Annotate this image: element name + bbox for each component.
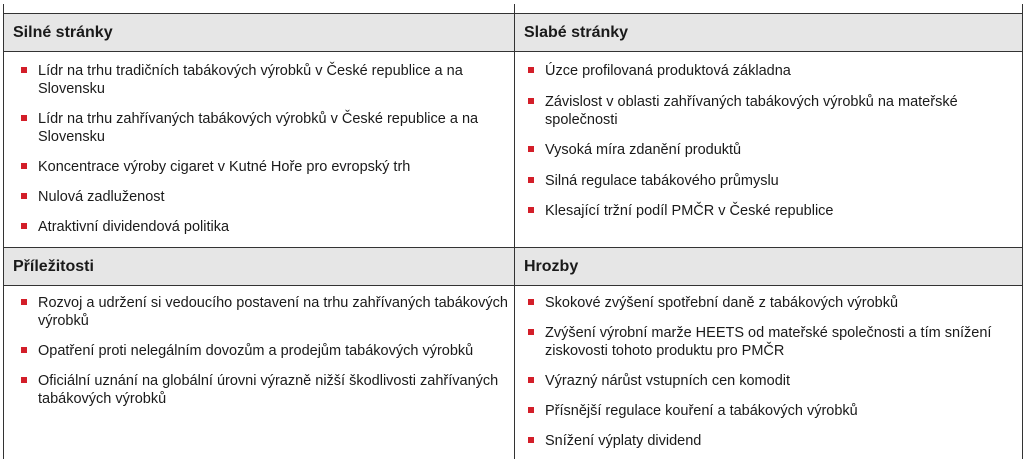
bullet-icon [528,98,534,104]
list-item [525,372,1015,390]
weakness-text: Klesající tržní podíl PMČR v České republice [545,203,834,219]
list-item [18,158,508,176]
bullet-icon [21,223,27,229]
threats-header: Hrozby [515,247,1022,286]
bullet-icon [21,377,27,383]
threat-text: Snížení výplaty dividend [545,433,702,449]
bullet-icon [528,146,534,152]
strengths-cell [18,62,508,248]
list-item [18,110,508,146]
bullet-icon [528,67,534,73]
list-item [525,93,1015,129]
weakness-text: Vysoká míra zdanění produktů [545,142,742,158]
bullet-icon [528,377,534,383]
list-item [525,402,1015,420]
bullet-icon [528,207,534,213]
swot-table [3,4,1023,459]
bullet-icon [21,193,27,199]
list-item [18,342,508,360]
threats-cell [525,294,1015,462]
list-item [525,294,1015,312]
weaknesses-list [525,62,1015,220]
strengths-list [18,62,508,236]
list-item [525,172,1015,190]
threat-text: Skokové zvýšení spotřební daně z tabákových výrobků [545,295,899,311]
strength-text: Lídr na trhu tradičních tabákových výrobků v České republice a na Slovensku [38,63,463,97]
bullet-icon [528,437,534,443]
bullet-icon [21,115,27,121]
strength-text: Atraktivní dividendová politika [38,219,230,235]
bullet-icon [528,407,534,413]
list-item [18,188,508,206]
list-item [18,218,508,236]
weakness-text: Úzce profilovaná produktová základna [545,63,791,79]
threat-text: Přísnější regulace kouření a tabákových výrobků [545,403,858,419]
weakness-text: Silná regulace tabákového průmyslu [545,172,779,189]
threat-text: Výrazný nárůst vstupních cen komodit [545,373,791,389]
bullet-icon [528,177,534,183]
list-item [525,202,1015,220]
bullet-icon [21,163,27,169]
opportunities-cell [18,294,508,420]
opportunities-list [18,294,508,408]
list-item [18,372,508,408]
list-item [18,294,508,330]
bullet-icon [528,329,534,335]
threats-list [525,294,1015,450]
list-item [525,141,1015,159]
weakness-text: Závislost v oblasti zahřívaných tabákových výrobků na mateřské společnosti [545,93,958,128]
opportunity-text: Rozvoj a udržení si vedoucího postavení na trhu zahřívaných tabákových výrobků [38,295,508,329]
column-divider [514,4,515,459]
bullet-icon [21,299,27,305]
list-item [18,62,508,98]
bullet-icon [21,67,27,73]
threat-text: Zvýšení výrobní marže HEETS od mateřské společnosti a tím snížení ziskovosti tohoto produktu pro PMČR [545,325,992,359]
list-item [525,324,1015,360]
strength-text: Nulová zadluženost [38,189,165,205]
strength-text: Koncentrace výroby cigaret v Kutné Hoře pro evropský trh [38,159,411,175]
list-item [525,432,1015,450]
opportunity-text: Opatření proti nelegálním dovozům a prodejům tabákových výrobků [38,343,474,359]
opportunities-header: Příležitosti [4,247,514,286]
opportunity-text: Oficiální uznání na globální úrovni výrazně nižší škodlivosti zahřívaných tabákových výrobků [38,373,499,407]
bullet-icon [21,347,27,353]
bullet-icon [528,299,534,305]
strength-text: Lídr na trhu zahřívaných tabákových výrobků v České republice a na Slovensku [38,111,479,145]
weaknesses-header: Slabé stránky [515,13,1022,52]
weaknesses-cell [525,62,1015,233]
strengths-header: Silné stránky [4,13,514,52]
list-item [525,62,1015,80]
